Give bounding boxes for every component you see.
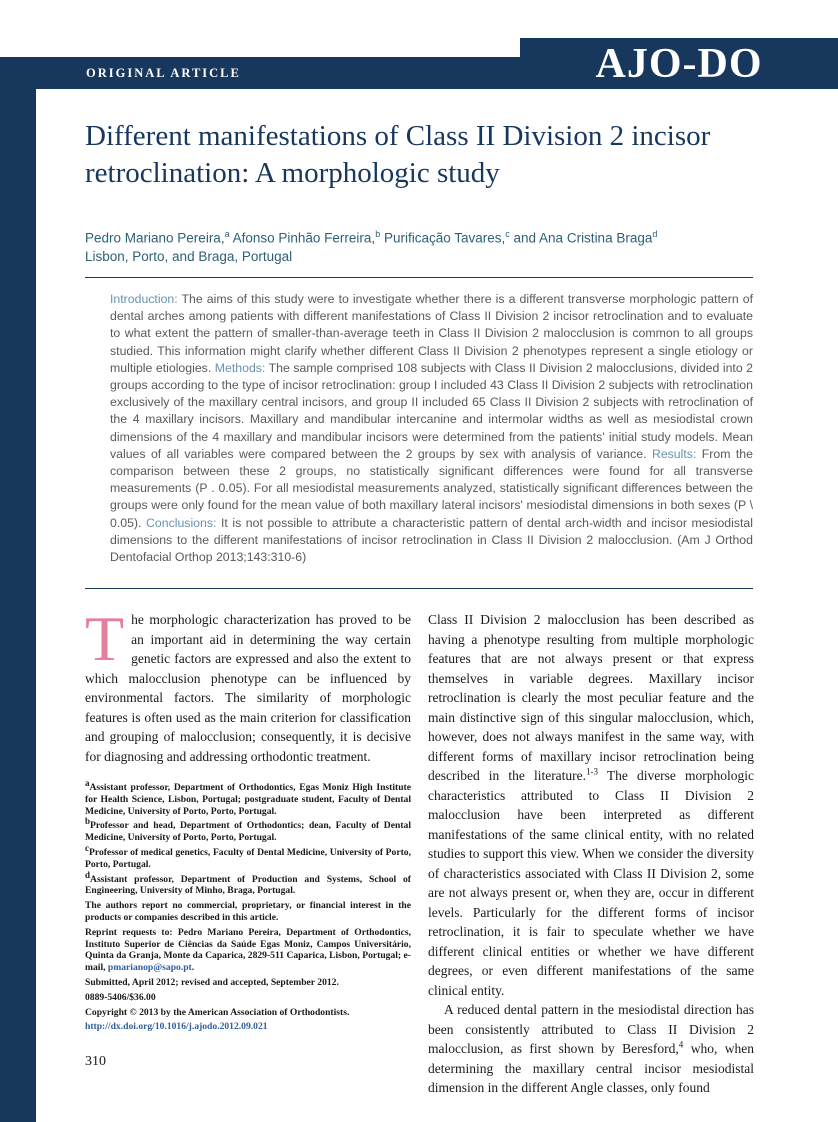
abstract-section-label: Conclusions: bbox=[146, 515, 217, 530]
footnote-mark: c bbox=[85, 842, 89, 853]
article-type-label: ORIGINAL ARTICLE bbox=[86, 66, 241, 80]
footnotes-block bbox=[85, 777, 411, 1033]
reference-mark: 1-3 bbox=[586, 766, 599, 777]
drop-cap: T bbox=[85, 603, 125, 674]
copyright-note: Copyright © 2013 by the American Association of Orthodontists. bbox=[85, 1006, 350, 1018]
email-link[interactable]: pmarianop@sapo.pt bbox=[107, 962, 192, 974]
abstract-section-label: Methods: bbox=[214, 360, 266, 375]
right-column bbox=[428, 610, 754, 1098]
footnote-text: Professor and head, Department of Orthodontics; dean, Faculty of Dental Medicine, University of Porto, Porto, Portugal. bbox=[85, 820, 411, 844]
body-text: The diverse morphologic characteristics attributed to Class II Division 2 malocclusion have been interpreted as different manifestations of the same clinical entity, with no related studies to support this view. When we consider the diversity of characteristics associated with Class II Division 2, some are not always present or, when they are, occur in different levels. Particularly for the different forms of incisor retroclination, it is fair to speculate whether we have different clinical entities or whether we have different degrees, or even different manifestations of the same clinical entity. bbox=[428, 768, 754, 998]
body-text: Class II Division 2 malocclusion has been described as having a phenotype resulting from multiple morphologic features that are not always present or that express themselves in variable degrees. Maxillary incisor retroclination is clearly the most peculiar feature and the main distinctive sign of this singular malocclusion, which, however, does not always manifest in the same way, with different forms of maxillary incisor retroclination being described in the literature. bbox=[428, 612, 754, 783]
author-affiliation-mark: b bbox=[375, 229, 381, 239]
affiliation-footnote bbox=[85, 869, 411, 898]
abstract-section-label: Results: bbox=[651, 446, 697, 461]
doi-line bbox=[85, 1021, 411, 1033]
affiliation-footnote bbox=[85, 777, 411, 817]
author-affiliation-mark: d bbox=[652, 229, 658, 239]
author-line bbox=[85, 229, 750, 264]
page-number: 310 bbox=[85, 1054, 106, 1069]
left-column bbox=[85, 603, 411, 1036]
issn-price: 0889-5406/$36.00 bbox=[85, 991, 156, 1003]
journal-logo-text: AJO-DO bbox=[595, 40, 763, 87]
footnote-text: Professor of medical genetics, Faculty of Dental Medicine, University of Porto, Porto, Portugal. bbox=[85, 846, 411, 870]
abstract-section-text: From the comparison between these 2 groups, no statistically significant differences were found for all transverse measurements (P . 0.05). For all mesiodistal measurements analyzed, statistically significant differences between the groups were only found for the mean value of both maxillary lateral incisors' mesiodistal dimensions in both sexes (P \ 0.05). bbox=[110, 446, 753, 530]
reference-mark: 4 bbox=[678, 1039, 684, 1050]
footnote-mark: d bbox=[85, 869, 91, 880]
left-accent-bar bbox=[0, 57, 36, 1122]
author-names bbox=[85, 229, 750, 246]
author-name: Purificação Tavares, bbox=[380, 230, 506, 246]
abstract-section-text: It is not possible to attribute a characteristic pattern of dental arch-width and incisor mesiodistal dimensions to the different manifestations of incisor retroclination in Class II Division 2 malocclusion. bbox=[110, 515, 753, 547]
author-affiliation-mark: a bbox=[224, 229, 230, 239]
abstract-citation: (Am J Orthod Dentofacial Orthop 2013;143:310-6) bbox=[110, 532, 753, 565]
article-title: Different manifestations of Class II Division 2 incisor retroclination: A morphologic study bbox=[85, 120, 711, 189]
footnote-text: Assistant professor, Department of Orthodontics, Egas Moniz High Institute for Health Science, Lisbon, Portugal; postgraduate student, Faculty of Dental Medicine, University of Porto, Porto, Portugal. bbox=[85, 782, 411, 817]
footnote-text: Assistant professor, Department of Production and Systems, School of Engineering, University of Minho, Braga, Portugal. bbox=[85, 873, 411, 897]
body-text: A reduced dental pattern in the mesiodistal direction has been consistently attributed to Class II Division 2 malocclusion, as first shown by Beresford, bbox=[428, 1002, 754, 1056]
intro-paragraph bbox=[85, 603, 411, 766]
footnote-mark: a bbox=[85, 777, 90, 788]
author-name: and Ana Cristina Braga bbox=[509, 230, 653, 246]
body-text: who, when determining the maxillary central incisor mesiodistal dimension in the different Angle classes, only found bbox=[428, 1041, 754, 1095]
body-paragraph bbox=[428, 1000, 754, 1098]
author-locations: Lisbon, Porto, and Braga, Portugal bbox=[85, 248, 293, 264]
affiliation-footnote bbox=[85, 816, 411, 844]
reprint-text: Reprint requests to: Pedro Mariano Pereira, Department of Orthodontics, Instituto Superior de Ciências da Saúde Egas Moniz, Campos Universitário, Quinta da Granja, Monte da Caparica, 2829-511 Caparica, Lisbon, Portugal; e-mail, bbox=[85, 926, 411, 974]
reprint-text: . bbox=[191, 962, 195, 974]
submission-history: Submitted, April 2012; revised and accepted, September 2012. bbox=[85, 976, 339, 988]
author-name: Pedro Mariano Pereira, bbox=[85, 230, 225, 246]
abstract-section-text: The sample comprised 108 subjects with Class II Division 2 malocclusions, divided into 2 groups according to the type of incisor retroclination: group I included 43 Class II Division 2 subjects with retroclination exclusively of the maxillary central incisors, and group II included 65 Class II Division 2 subjects with retroclination of the 4 maxillary incisors. Maxillary and mandibular intercanine and intermolar widths as well as mesiodistal crown dimensions of the 4 maxillary and mandibular incisors were determined from the patients' initial study models. Mean values of all variables were compared between the 2 groups by sex with analysis of variance. bbox=[110, 360, 754, 461]
disclosure-note: The authors report no commercial, proprietary, or financial interest in the products or companies described in this article. bbox=[85, 900, 411, 923]
author-name: Afonso Pinhão Ferreira, bbox=[229, 230, 376, 246]
footnote-mark: b bbox=[85, 816, 91, 827]
reprint-note bbox=[85, 927, 411, 974]
intro-text: he morphologic characterization has proved to be an important aid in determining the way certain genetic factors are expressed and also the extent to which malocclusion phenotype can be influenced by environmental factors. The similarity of morphologic features is often used as the main criterion for classification and grouping of malocclusion; consequently, it is decisive for diagnosing and addressing orthodontic treatment. bbox=[85, 612, 411, 764]
affiliation-footnote bbox=[85, 842, 411, 871]
abstract-section-label: Introduction: bbox=[110, 292, 178, 306]
abstract-section-text: The aims of this study were to investigate whether there is a different transverse morphologic pattern of dental arches among patients with different manifestations of Class II Division 2 incisor retroclination and to evaluate to what extent the pattern of smaller-than-average teeth in Class II Division 2 malocclusion is common to all groups studied. This information might clarify whether different Class II Division 2 phenotypes represent a single etiology or multiple etiologies. bbox=[110, 292, 753, 375]
doi-link[interactable]: http://dx.doi.org/10.1016/j.ajodo.2012.09.021 bbox=[85, 1021, 268, 1033]
author-affiliation-mark: c bbox=[505, 229, 510, 239]
abstract bbox=[110, 291, 753, 566]
abstract-bottom-rule bbox=[85, 588, 753, 589]
journal-logo-block bbox=[520, 38, 838, 89]
body-paragraph bbox=[428, 610, 754, 1000]
abstract-top-rule bbox=[85, 277, 753, 278]
